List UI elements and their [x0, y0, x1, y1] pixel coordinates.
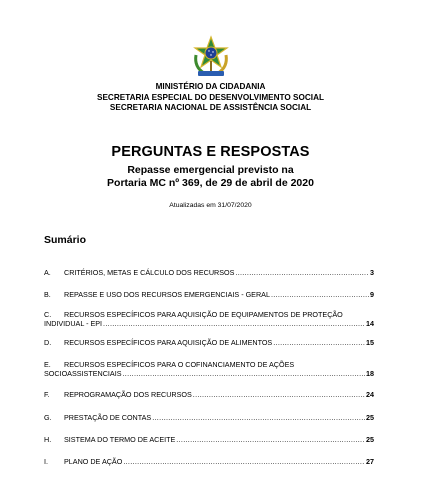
toc-title: RECURSOS ESPECÍFICOS PARA AQUISIÇÃO DE EQUIPAMENTOS DE PROTEÇÃO	[64, 310, 343, 319]
toc-leader-dots	[273, 338, 365, 347]
toc-letter: D.	[44, 338, 52, 347]
toc-page-number: 18	[366, 369, 374, 378]
toc-leader-dots	[193, 390, 365, 399]
toc-item-b[interactable]	[44, 290, 374, 299]
document-subtitle	[0, 164, 421, 189]
toc-title: REPROGRAMAÇÃO DOS RECURSOS	[64, 390, 192, 399]
toc-leader-dots	[122, 369, 365, 378]
toc-item-e[interactable]	[44, 360, 374, 378]
toc-letter: B.	[44, 290, 51, 299]
subtitle-line-1: Repasse emergencial previsto na	[127, 164, 294, 176]
toc-title: REPASSE E USO DOS RECURSOS EMERGENCIAIS - GERAL	[64, 290, 270, 299]
emblem-center-disc	[205, 47, 217, 59]
header-line-ministry: MINISTÉRIO DA CIDADANIA	[155, 82, 266, 91]
toc-letter: G.	[44, 413, 52, 422]
toc-letter: A.	[44, 268, 51, 277]
toc-letter: C.	[44, 310, 52, 319]
toc-page-number: 14	[366, 319, 374, 328]
toc-leader-dots	[176, 435, 365, 444]
toc-page-number: 27	[366, 457, 374, 466]
header-line-special-secretariat: SECRETARIA ESPECIAL DO DESENVOLVIMENTO SOCIAL	[96, 92, 324, 102]
toc-item-h[interactable]	[44, 435, 374, 444]
toc-page-number: 9	[370, 290, 374, 299]
ministry-header	[0, 82, 421, 114]
toc-page-number: 3	[370, 268, 374, 277]
toc-letter: F.	[44, 390, 50, 399]
toc-title: PRESTAÇÃO DE CONTAS	[64, 413, 152, 422]
toc-title: RECURSOS ESPECÍFICOS PARA AQUISIÇÃO DE ALIMENTOS	[64, 338, 273, 347]
toc-leader-dots	[235, 268, 369, 277]
toc-leader-dots	[152, 413, 365, 422]
toc-letter: E.	[44, 360, 51, 369]
toc-letter: I.	[44, 457, 48, 466]
toc-item-d[interactable]	[44, 338, 374, 347]
toc-title: PLANO DE AÇÃO	[64, 457, 123, 466]
toc-item-f[interactable]	[44, 390, 374, 399]
subtitle-line-2: Portaria MC nº 369, de 29 de abril de 2020	[107, 176, 314, 189]
brazil-coat-of-arms-emblem	[190, 35, 232, 79]
summary-heading: Sumário	[44, 234, 87, 246]
toc-title: CRITÉRIOS, METAS E CÁLCULO DOS RECURSOS	[64, 268, 235, 277]
toc-page-number: 15	[366, 338, 374, 347]
toc-leader-dots	[103, 319, 365, 328]
toc-title-continuation: INDIVIDUAL - EPI	[44, 319, 103, 328]
updated-date: Atualizadas em 31/07/2020	[169, 202, 252, 209]
toc-title-continuation: SOCIOASSISTENCIAIS	[44, 369, 122, 378]
toc-page-number: 24	[366, 390, 374, 399]
toc-item-c[interactable]	[44, 310, 374, 328]
toc-leader-dots	[123, 457, 365, 466]
toc-item-g[interactable]	[44, 413, 374, 422]
toc-title: RECURSOS ESPECÍFICOS PARA O COFINANCIAMENTO DE AÇÕES	[64, 360, 295, 369]
emblem-ribbon	[198, 71, 224, 76]
document-title: PERGUNTAS E RESPOSTAS	[111, 144, 310, 160]
toc-leader-dots	[271, 290, 369, 299]
header-line-national-secretariat: SECRETARIA NACIONAL DE ASSISTÊNCIA SOCIAL	[109, 103, 312, 112]
toc-letter: H.	[44, 435, 52, 444]
toc-page-number: 25	[366, 435, 374, 444]
toc-title: SISTEMA DO TERMO DE ACEITE	[64, 435, 176, 444]
toc-page-number: 25	[366, 413, 374, 422]
toc-item-a[interactable]	[44, 268, 374, 277]
toc-item-i[interactable]	[44, 457, 374, 466]
